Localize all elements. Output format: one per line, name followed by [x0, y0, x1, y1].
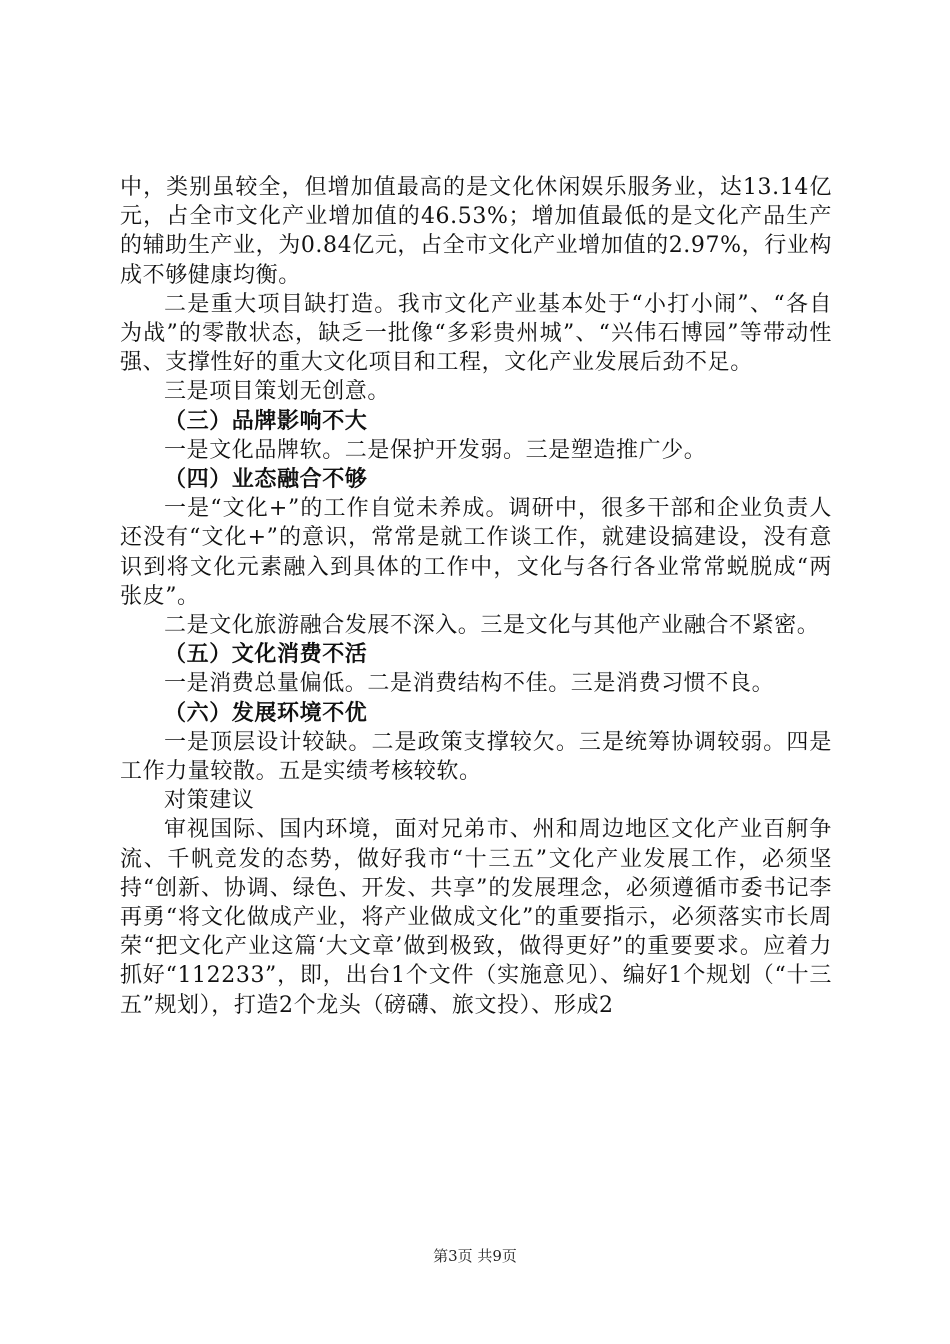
- paragraph-countermeasures: 审视国际、国内环境，面对兄弟市、州和周边地区文化产业百舸争流、千帆竞发的态势，做好我市“十三五”文化产业发展工作，必须坚持“创新、协调、绿色、开发、共享”的发展理念，必须遵循市委书记李再勇“将文化做成产业，将产业做成文化”的重要指示，必须落实市长周荣“把文化产业这篇‘大文章’做到极致，做得更好”的重要要求。应着力抓好“112233”，即，出台1个文件（实施意见）、编好1个规划（“十三五”规划），打造2个龙头（磅礴、旅文投）、形成2: [120, 817, 832, 1018]
- section-heading-integration: （四）业态融合不够: [164, 467, 368, 493]
- paragraph-project-planning: 三是项目策划无创意。: [164, 379, 391, 405]
- paragraph-tourism-integration: 二是文化旅游融合发展不深入。三是文化与其他产业融合不紧密。: [164, 613, 820, 639]
- section-heading-consumption: （五）文化消费不活: [164, 642, 368, 668]
- page-footer: 第3页 共9页: [433, 1247, 517, 1265]
- paragraph-culture-plus: 一是“文化+”的工作自觉未养成。调研中，很多干部和企业负责人还没有“文化+”的意识，常常是就工作谈工作，就建设搞建设，没有意识到将文化元素融入到具体的工作中，文化与各行各业常常蜕脱成“两张皮”。: [120, 496, 832, 609]
- paragraph-consumption: 一是消费总量偏低。二是消费结构不佳。三是消费习惯不良。: [164, 671, 775, 697]
- paragraph-environment: 一是顶层设计较缺。二是政策支撑较欠。三是统筹协调较弱。四是工作力量较散。五是实绩考核较软。: [120, 729, 832, 785]
- paragraph-continuation: 中，类别虽较全，但增加值最高的是文化休闲娱乐服务业，达13.14亿元，占全市文化产业增加值的46.53%；增加值最低的是文化产品生产的辅助生产业，为0.84亿元，占全市文化产业增加值的2.97%，行业构成不够健康均衡。: [120, 175, 832, 288]
- document-body: [120, 173, 832, 1020]
- paragraph-brand: 一是文化品牌软。二是保护开发弱。三是塑造推广少。: [164, 437, 707, 463]
- subheading-countermeasures: 对策建议: [164, 788, 255, 814]
- section-heading-environment: （六）发展环境不优: [164, 700, 368, 726]
- section-heading-brand: （三）品牌影响不大: [164, 408, 368, 434]
- paragraph-major-projects: 二是重大项目缺打造。我市文化产业基本处于“小打小闹”、“各自为战”的零散状态，缺乏一批像“多彩贵州城”、“兴伟石博园”等带动性强、支撑性好的重大文化项目和工程，文化产业发展后劲不足。: [120, 291, 832, 376]
